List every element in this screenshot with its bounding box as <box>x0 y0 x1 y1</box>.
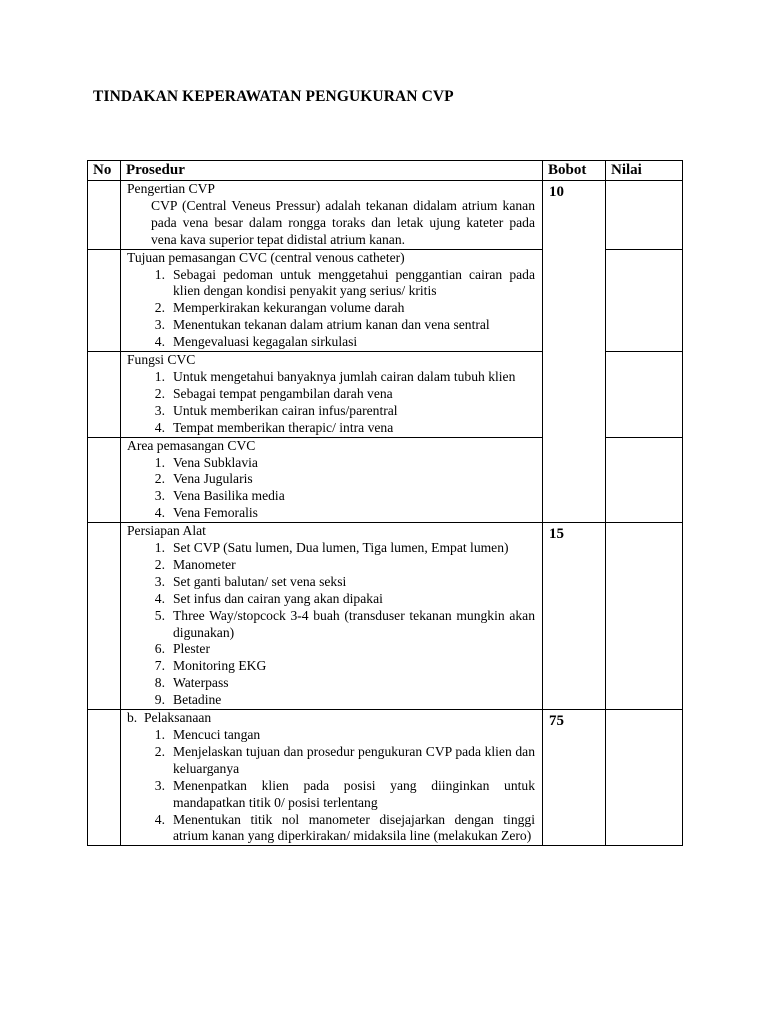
list-item: 6. Plester <box>154 641 210 657</box>
item-list <box>127 727 549 845</box>
header-bobot: Bobot <box>543 161 606 181</box>
list-item: 1. Set CVP (Satu lumen, Dua lumen, Tiga lumen, Empat lumen) <box>154 540 509 556</box>
nilai-cell <box>606 249 683 351</box>
list-item: 2. Sebagai tempat pengambilan darah vena <box>154 385 393 401</box>
list-item: 1. Mencuci tangan <box>154 727 261 742</box>
header-prosedur: Prosedur <box>121 161 543 181</box>
list-item: 3. Set ganti balutan/ set vena seksi <box>154 573 347 589</box>
no-cell <box>88 249 121 351</box>
table-header-row <box>88 161 683 181</box>
prosedur-cell <box>121 352 543 438</box>
list-item: 1. Vena Subklavia <box>154 454 258 470</box>
list-item: 1. Sebagai pedoman untuk menggetahui penggantian cairan pada klien dengan kondisi penyakit yang serius/ kritis <box>154 266 535 299</box>
list-item: 3. Untuk memberikan cairan infus/parentral <box>154 402 398 418</box>
list-item: 4. Mengevaluasi kegagalan sirkulasi <box>154 334 358 350</box>
header-nilai: Nilai <box>606 161 683 181</box>
list-item: 3. Menentukan tekanan dalam atrium kanan dan vena sentral <box>154 317 490 333</box>
no-cell <box>88 523 121 710</box>
section-title: Area pemasangan CVC <box>127 437 256 453</box>
no-cell <box>88 437 121 523</box>
item-list <box>127 267 535 352</box>
nilai-cell <box>606 352 683 438</box>
list-item: 9. Betadine <box>154 692 222 708</box>
section-description: CVP (Central Veneus Pressur) adalah tekanan didalam atrium kanan pada vena besar dalam rongga toraks dan letak ujung kateter pada vena kava superior tepat didistal atrium kanan. <box>151 197 535 247</box>
section-title: Tujuan pemasangan CVC (central venous catheter) <box>127 249 405 265</box>
list-item: 3. Menenpatkan klien pada posisi yang diinginkan untuk mandapatkan titik 0/ posisi terlentang <box>154 777 535 810</box>
list-item: 4. Vena Femoralis <box>154 505 258 521</box>
list-item: 4. Menentukan titik nol manometer disejajarkan dengan tinggi atrium kanan yang diperkirakan/ midaksila line (melakukan Zero) <box>154 811 535 844</box>
procedure-table <box>87 160 683 846</box>
item-list <box>127 455 535 523</box>
table-row <box>88 710 683 846</box>
section-prefix: b. <box>127 710 138 726</box>
section-title: Persiapan Alat <box>127 523 206 539</box>
prosedur-cell <box>121 181 543 250</box>
table-row <box>88 523 683 710</box>
nilai-cell <box>606 437 683 523</box>
section-title-text: Pelaksanaan <box>144 710 212 726</box>
item-list <box>127 540 535 709</box>
bobot-cell: 75 <box>543 710 606 846</box>
list-item: 7. Monitoring EKG <box>154 658 267 674</box>
list-item: 8. Waterpass <box>154 675 229 691</box>
list-item: 2. Menjelaskan tujuan dan prosedur pengukuran CVP pada klien dan keluarganya <box>154 743 549 776</box>
section-title: Fungsi CVC <box>127 352 196 368</box>
prosedur-cell <box>121 710 549 846</box>
list-item: 3. Vena Basilika media <box>154 488 285 504</box>
bobot-cell: 10 <box>543 181 606 523</box>
nilai-cell <box>606 710 683 846</box>
section-title: Pengertian CVP <box>127 181 215 196</box>
section-title <box>127 710 535 727</box>
list-item: 1. Untuk mengetahui banyaknya jumlah cairan dalam tubuh klien <box>154 368 516 384</box>
no-cell <box>88 181 121 250</box>
nilai-cell <box>606 523 683 710</box>
no-cell <box>88 352 121 438</box>
list-item: 2. Memperkirakan kekurangan volume darah <box>154 300 405 316</box>
list-item: 2. Vena Jugularis <box>154 471 253 487</box>
table-row <box>88 181 683 250</box>
nilai-cell <box>606 181 683 250</box>
document-title: TINDAKAN KEPERAWATAN PENGUKURAN CVP <box>93 88 454 105</box>
no-cell <box>88 710 121 846</box>
prosedur-cell <box>121 249 543 351</box>
list-item: 4. Set infus dan cairan yang akan dipakai <box>154 590 383 606</box>
bobot-cell: 15 <box>543 523 606 710</box>
list-item: 5. Three Way/stopcock 3-4 buah (transduser tekanan mungkin akan digunakan) <box>154 607 535 640</box>
prosedur-cell <box>121 437 543 523</box>
item-list <box>127 369 535 437</box>
list-item: 4. Tempat memberikan therapic/ intra vena <box>154 419 394 435</box>
list-item: 2. Manometer <box>154 556 236 572</box>
prosedur-cell <box>121 523 543 710</box>
header-no: No <box>88 161 121 181</box>
